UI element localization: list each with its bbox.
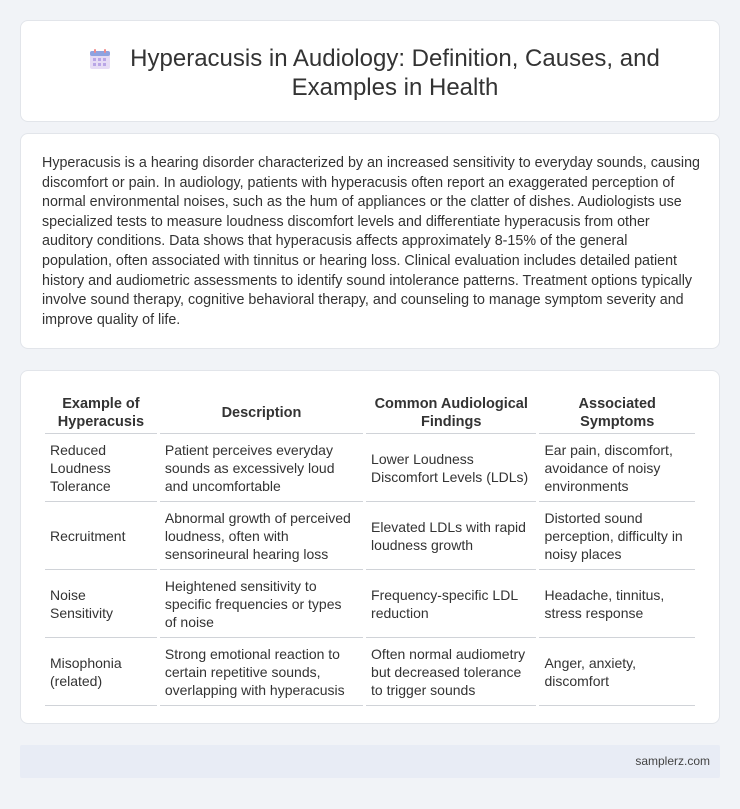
table-cell: Abnormal growth of perceived loudness, often with sensorineural hearing loss: [160, 502, 363, 570]
table-cell: Frequency-specific LDL reduction: [366, 570, 536, 638]
column-header: Common Audiological Findings: [366, 392, 536, 434]
footer: [20, 745, 720, 778]
column-header: Description: [160, 392, 363, 434]
table-cell: Recruitment: [45, 502, 157, 570]
page-title: Hyperacusis in Audiology: Definition, Causes, and Examples in Health: [130, 45, 660, 101]
table-cell: Strong emotional reaction to certain repetitive sounds, overlapping with hyperacusis: [160, 638, 363, 706]
table-cell: Lower Loudness Discomfort Levels (LDLs): [366, 434, 536, 502]
table-cell: Elevated LDLs with rapid loudness growth: [366, 502, 536, 570]
table-cell: Headache, tinnitus, stress response: [539, 570, 695, 638]
table-card: [20, 370, 720, 724]
footer-site-link[interactable]: samplerz.com: [635, 754, 710, 768]
table-row: [45, 502, 695, 570]
table-cell: Noise Sensitivity: [45, 570, 157, 638]
hyperacusis-table: [42, 392, 698, 706]
table-cell: Often normal audiometry but decreased tolerance to trigger sounds: [366, 638, 536, 706]
column-header: Example of Hyperacusis: [45, 392, 157, 434]
table-cell: Anger, anxiety, discomfort: [539, 638, 695, 706]
intro-card: [20, 133, 720, 349]
table-cell: Patient perceives everyday sounds as excessively loud and uncomfortable: [160, 434, 363, 502]
table-row: [45, 638, 695, 706]
table-cell: Misophonia (related): [45, 638, 157, 706]
table-cell: Distorted sound perception, difficulty in noisy places: [539, 502, 695, 570]
column-header: Associated Symptoms: [539, 392, 695, 434]
intro-paragraph: Hyperacusis is a hearing disorder characterized by an increased sensitivity to everyday sounds, causing discomfort or pain. In audiology, patients with hyperacusis often report an exaggerated perception of normal environmental noises, such as the hum of appliances or the clatter of dishes. Audiologists use specialized tests to measure loudness discomfort levels and differentiate hyperacusis from other auditory conditions. Data shows that hyperacusis affects approximately 8-15% of the general population, often associated with tinnitus or hearing loss. Clinical evaluation includes detailed patient history and audiometric assessments to identify sound intolerance patterns. Treatment options typically involve sound therapy, cognitive behavioral therapy, and counseling to manage symptom severity and improve quality of life.: [42, 155, 700, 328]
table-cell: Ear pain, discomfort, avoidance of noisy environments: [539, 434, 695, 502]
table-cell: Heightened sensitivity to specific frequencies or types of noise: [160, 570, 363, 638]
table-cell: Reduced Loudness Tolerance: [45, 434, 157, 502]
title-card: [20, 20, 720, 122]
table-row: [45, 434, 695, 502]
table-header-row: [45, 392, 695, 434]
calendar-icon: [89, 48, 111, 70]
table-row: [45, 570, 695, 638]
